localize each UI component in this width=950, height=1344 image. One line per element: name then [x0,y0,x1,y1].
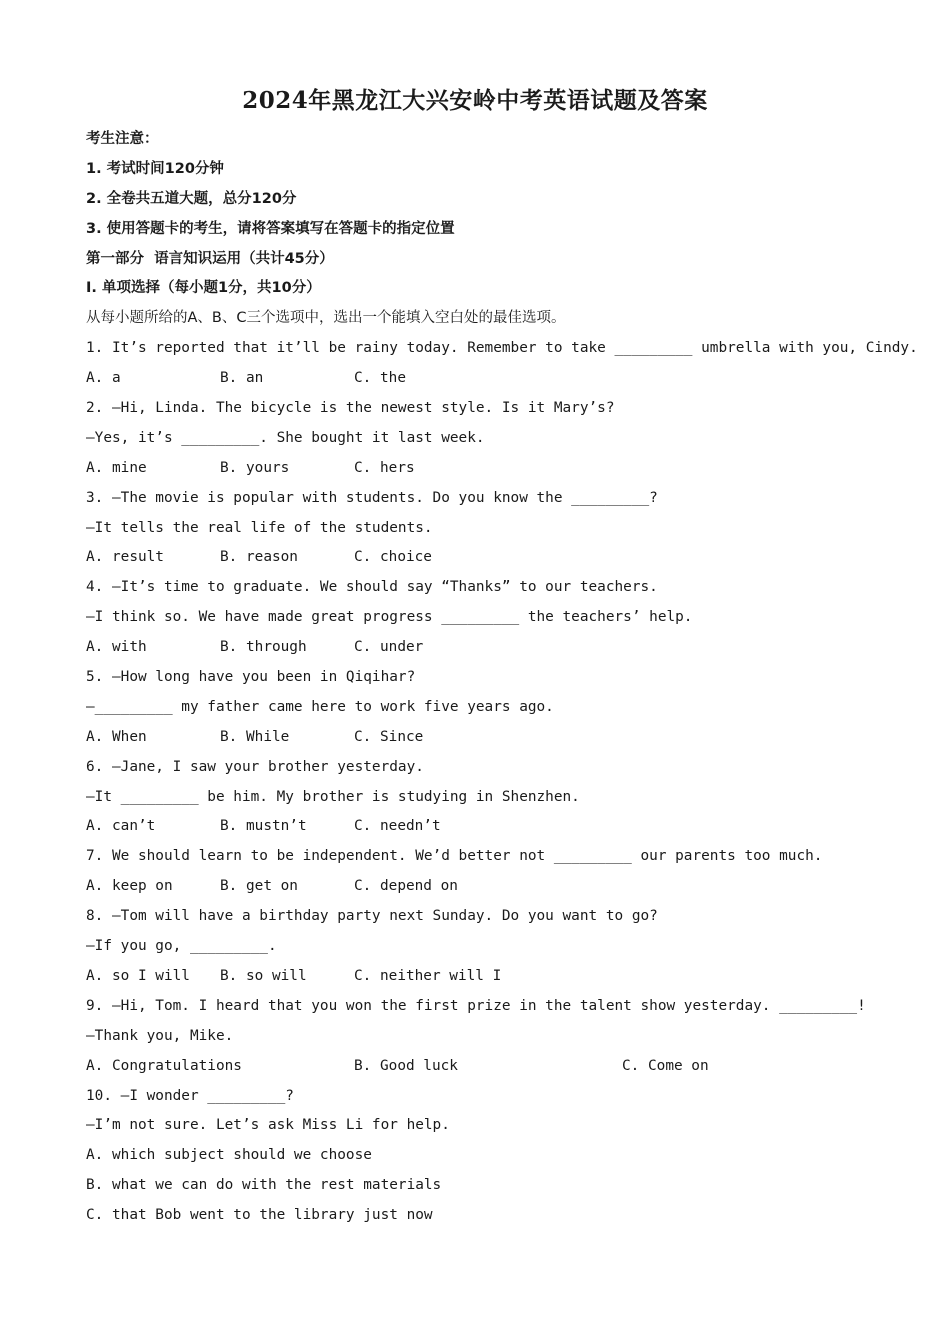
question-10: 10. —I wonder _________? [86,1087,294,1104]
question-2-reply: —Yes, it’s _________. She bought it last week. [86,429,485,446]
exam-content [86,125,918,1231]
question-3-options [86,543,876,573]
question-9: 9. —Hi, Tom. I heard that you won the first prize in the talent show yesterday. _________! [86,997,866,1014]
question-6-options [86,812,876,842]
option-b: B. Good luck [354,1057,458,1074]
option-b: B. what we can do with the rest materials [86,1177,442,1194]
question-1: 1. It’s reported that it’ll be rainy today. Remember to take _________ umbrella with you, Cindy. [86,340,918,357]
option-a: A. mine [86,459,147,476]
part-heading: 第一部分 语言知识运用（共计45分） [86,250,334,267]
option-c: C. choice [354,549,432,566]
option-c: C. Come on [622,1057,709,1074]
question-6-reply: —It _________ be him. My brother is studying in Shenzhen. [86,788,580,805]
section-heading: I. 单项选择（每小题1分，共10分） [86,280,321,297]
question-6: 6. —Jane, I saw your brother yesterday. [86,758,424,775]
question-4-reply: —I think so. We have made great progress _________ the teachers’ help. [86,609,693,626]
question-3-reply: —It tells the real life of the students. [86,519,433,536]
notice-item: 3. 使用答题卡的考生，请将答案填写在答题卡的指定位置 [86,220,455,237]
question-8-options [86,962,876,992]
notice-item: 2. 全卷共五道大题，总分120分 [86,190,297,207]
option-b: B. through [220,639,307,656]
option-a: A. When [86,728,147,745]
option-a: A. which subject should we choose [86,1147,372,1164]
question-3: 3. —The movie is popular with students. Do you know the _________? [86,489,658,506]
question-5-options [86,723,876,753]
option-a: A. result [86,549,164,566]
option-a: A. with [86,639,147,656]
option-b: B. yours [220,459,290,476]
notice-heading: 考生注意： [86,131,159,147]
question-8-reply: —If you go, _________. [86,938,277,955]
option-c: C. hers [354,459,415,476]
question-2: 2. —Hi, Linda. The bicycle is the newest style. Is it Mary’s? [86,400,615,417]
option-b: B. mustn’t [220,818,307,835]
notice-item: 1. 考试时间120分钟 [86,160,224,177]
question-9-reply: —Thank you, Mike. [86,1027,234,1044]
question-4: 4. —It’s time to graduate. We should say “Thanks” to our teachers. [86,579,658,596]
option-b: B. get on [220,878,298,895]
option-a: A. can’t [86,818,156,835]
option-c: C. under [354,639,424,656]
option-a: A. a [86,370,121,387]
option-c: C. the [354,370,406,387]
question-1-options [86,364,876,394]
section-instruction: 从每小题所给的A、B、C三个选项中，选出一个能填入空白处的最佳选项。 [86,310,566,327]
option-b: B. an [220,370,264,387]
page-title: 2024年黑龙江大兴安岭中考英语试题及答案 [242,87,708,114]
question-8: 8. —Tom will have a birthday party next Sunday. Do you want to go? [86,908,658,925]
question-4-options [86,633,876,663]
option-c: C. that Bob went to the library just now [86,1207,433,1224]
option-a: A. so I will [86,967,190,984]
option-a: A. Congratulations [86,1057,242,1074]
question-5: 5. —How long have you been in Qiqihar? [86,669,416,686]
option-a: A. keep on [86,878,173,895]
option-c: C. Since [354,728,424,745]
question-10-reply: —I’m not sure. Let’s ask Miss Li for help. [86,1117,450,1134]
option-c: C. depend on [354,878,458,895]
question-7-options [86,872,876,902]
question-5-reply: —_________ my father came here to work five years ago. [86,698,554,715]
option-b: B. While [220,728,290,745]
question-7: 7. We should learn to be independent. We’d better not _________ our parents too much. [86,848,823,865]
option-b: B. so will [220,967,307,984]
option-b: B. reason [220,549,298,566]
option-c: C. needn’t [354,818,441,835]
option-c: C. neither will I [354,967,502,984]
question-9-options [86,1052,876,1082]
question-2-options [86,454,876,484]
